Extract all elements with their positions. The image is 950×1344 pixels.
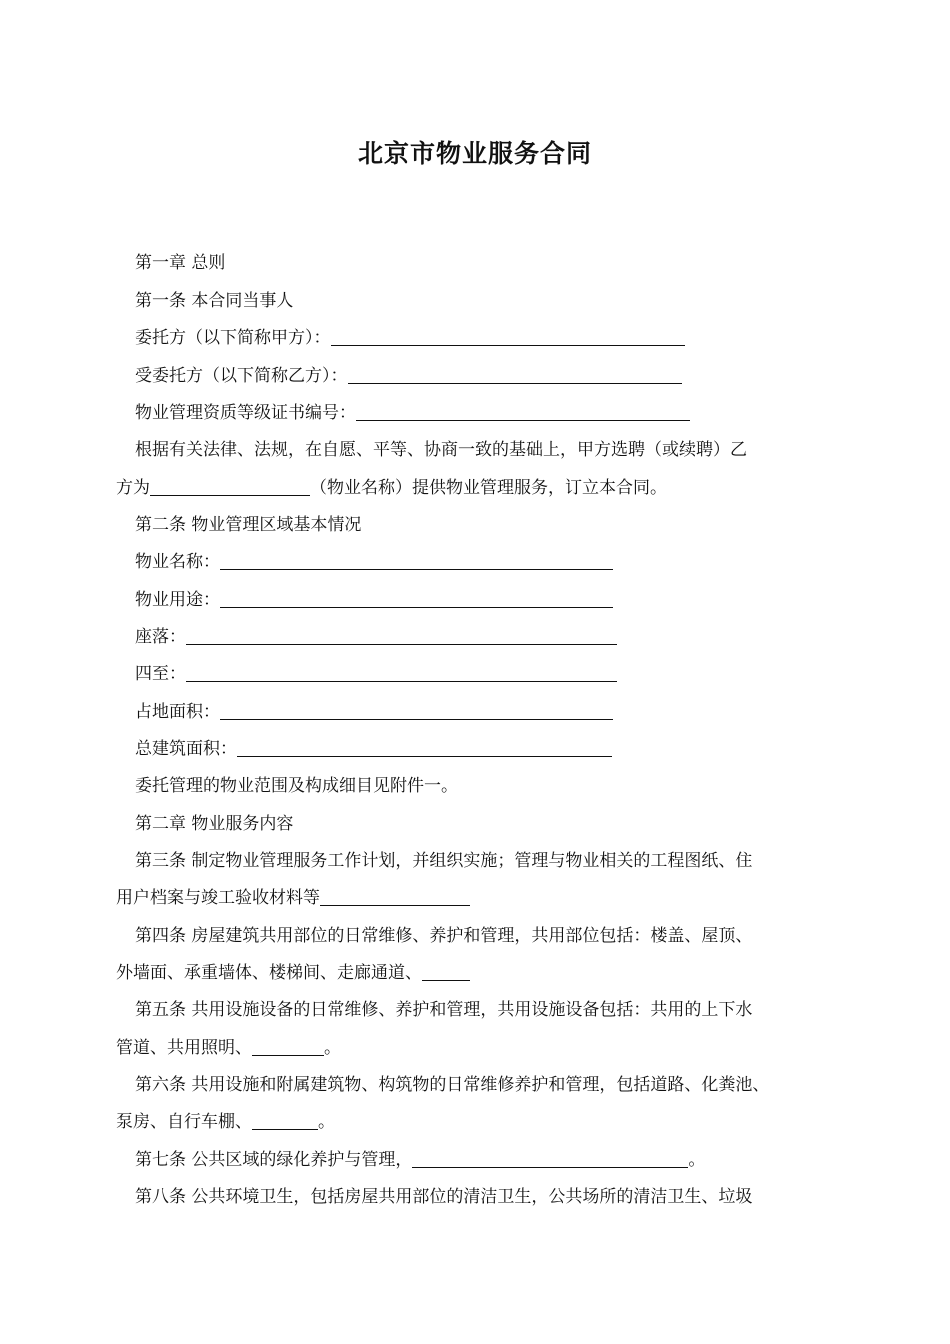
building-area-field[interactable]	[237, 740, 612, 757]
location-line: 座落：	[116, 626, 875, 648]
article-7-blank[interactable]	[412, 1151, 688, 1168]
land-area-field[interactable]	[220, 703, 613, 720]
boundaries-line: 四至：	[116, 663, 875, 685]
preamble-line-1: 根据有关法律、法规，在自愿、平等、协商一致的基础上，甲方选聘（或续聘）乙	[135, 440, 747, 460]
article-5-blank[interactable]	[252, 1039, 324, 1056]
party-b-line: 受委托方（以下简称乙方）：	[116, 365, 875, 387]
party-a-line: 委托方（以下简称甲方）：	[116, 327, 875, 349]
article-4-line-1: 第四条 房屋建筑共用部位的日常维修、养护和管理，共用部位包括：楼盖、屋顶、	[135, 926, 753, 946]
article-1-heading: 第一条 本合同当事人	[135, 291, 294, 311]
building-area-line: 总建筑面积：	[116, 738, 875, 760]
scope-note: 委托管理的物业范围及构成细目见附件一。	[135, 776, 458, 796]
article-5-line-2: 管道、共用照明、 。	[116, 1038, 341, 1058]
article-6-line-2: 泵房、自行车棚、 。	[116, 1112, 335, 1132]
article-5-line-1: 第五条 共用设施设备的日常维修、养护和管理，共用设施设备包括：共用的上下水	[135, 1000, 753, 1020]
article-3-blank[interactable]	[320, 889, 470, 906]
certificate-blank[interactable]	[356, 404, 690, 421]
article-3-line-2: 用户档案与竣工验收材料等	[116, 887, 856, 909]
party-a-blank[interactable]	[331, 329, 685, 346]
chapter-2-heading: 第二章 物业服务内容	[135, 814, 294, 834]
article-6-line-1: 第六条 共用设施和附属建筑物、构筑物的日常维修养护和管理，包括道路、化粪池、	[135, 1075, 770, 1095]
property-use-line: 物业用途：	[116, 589, 875, 611]
certificate-line: 物业管理资质等级证书编号：	[116, 402, 875, 424]
document-title: 北京市物业服务合同	[357, 139, 592, 168]
boundaries-field[interactable]	[186, 665, 617, 682]
article-4-line-2: 外墙面、承重墙体、楼梯间、走廊通道、	[116, 962, 856, 984]
party-b-blank[interactable]	[348, 367, 682, 384]
land-area-line: 占地面积：	[116, 701, 875, 723]
article-2-heading: 第二条 物业管理区域基本情况	[135, 515, 362, 535]
property-name-blank[interactable]	[150, 479, 310, 496]
location-field[interactable]	[186, 628, 617, 645]
property-name-field[interactable]	[220, 553, 613, 570]
article-4-blank[interactable]	[422, 964, 470, 981]
property-name-line: 物业名称：	[116, 551, 875, 573]
article-6-blank[interactable]	[252, 1113, 318, 1130]
property-use-field[interactable]	[220, 591, 613, 608]
preamble-line-2: 方为 （物业名称）提供物业管理服务，订立本合同。	[116, 478, 667, 498]
article-8-line-1: 第八条 公共环境卫生，包括房屋共用部位的清洁卫生，公共场所的清洁卫生、垃圾	[135, 1187, 753, 1207]
article-3-line-1: 第三条 制定物业管理服务工作计划，并组织实施；管理与物业相关的工程图纸、住	[135, 851, 753, 871]
chapter-1-heading: 第一章 总则	[135, 253, 226, 273]
article-7-line: 第七条 公共区域的绿化养护与管理， 。	[135, 1150, 706, 1170]
